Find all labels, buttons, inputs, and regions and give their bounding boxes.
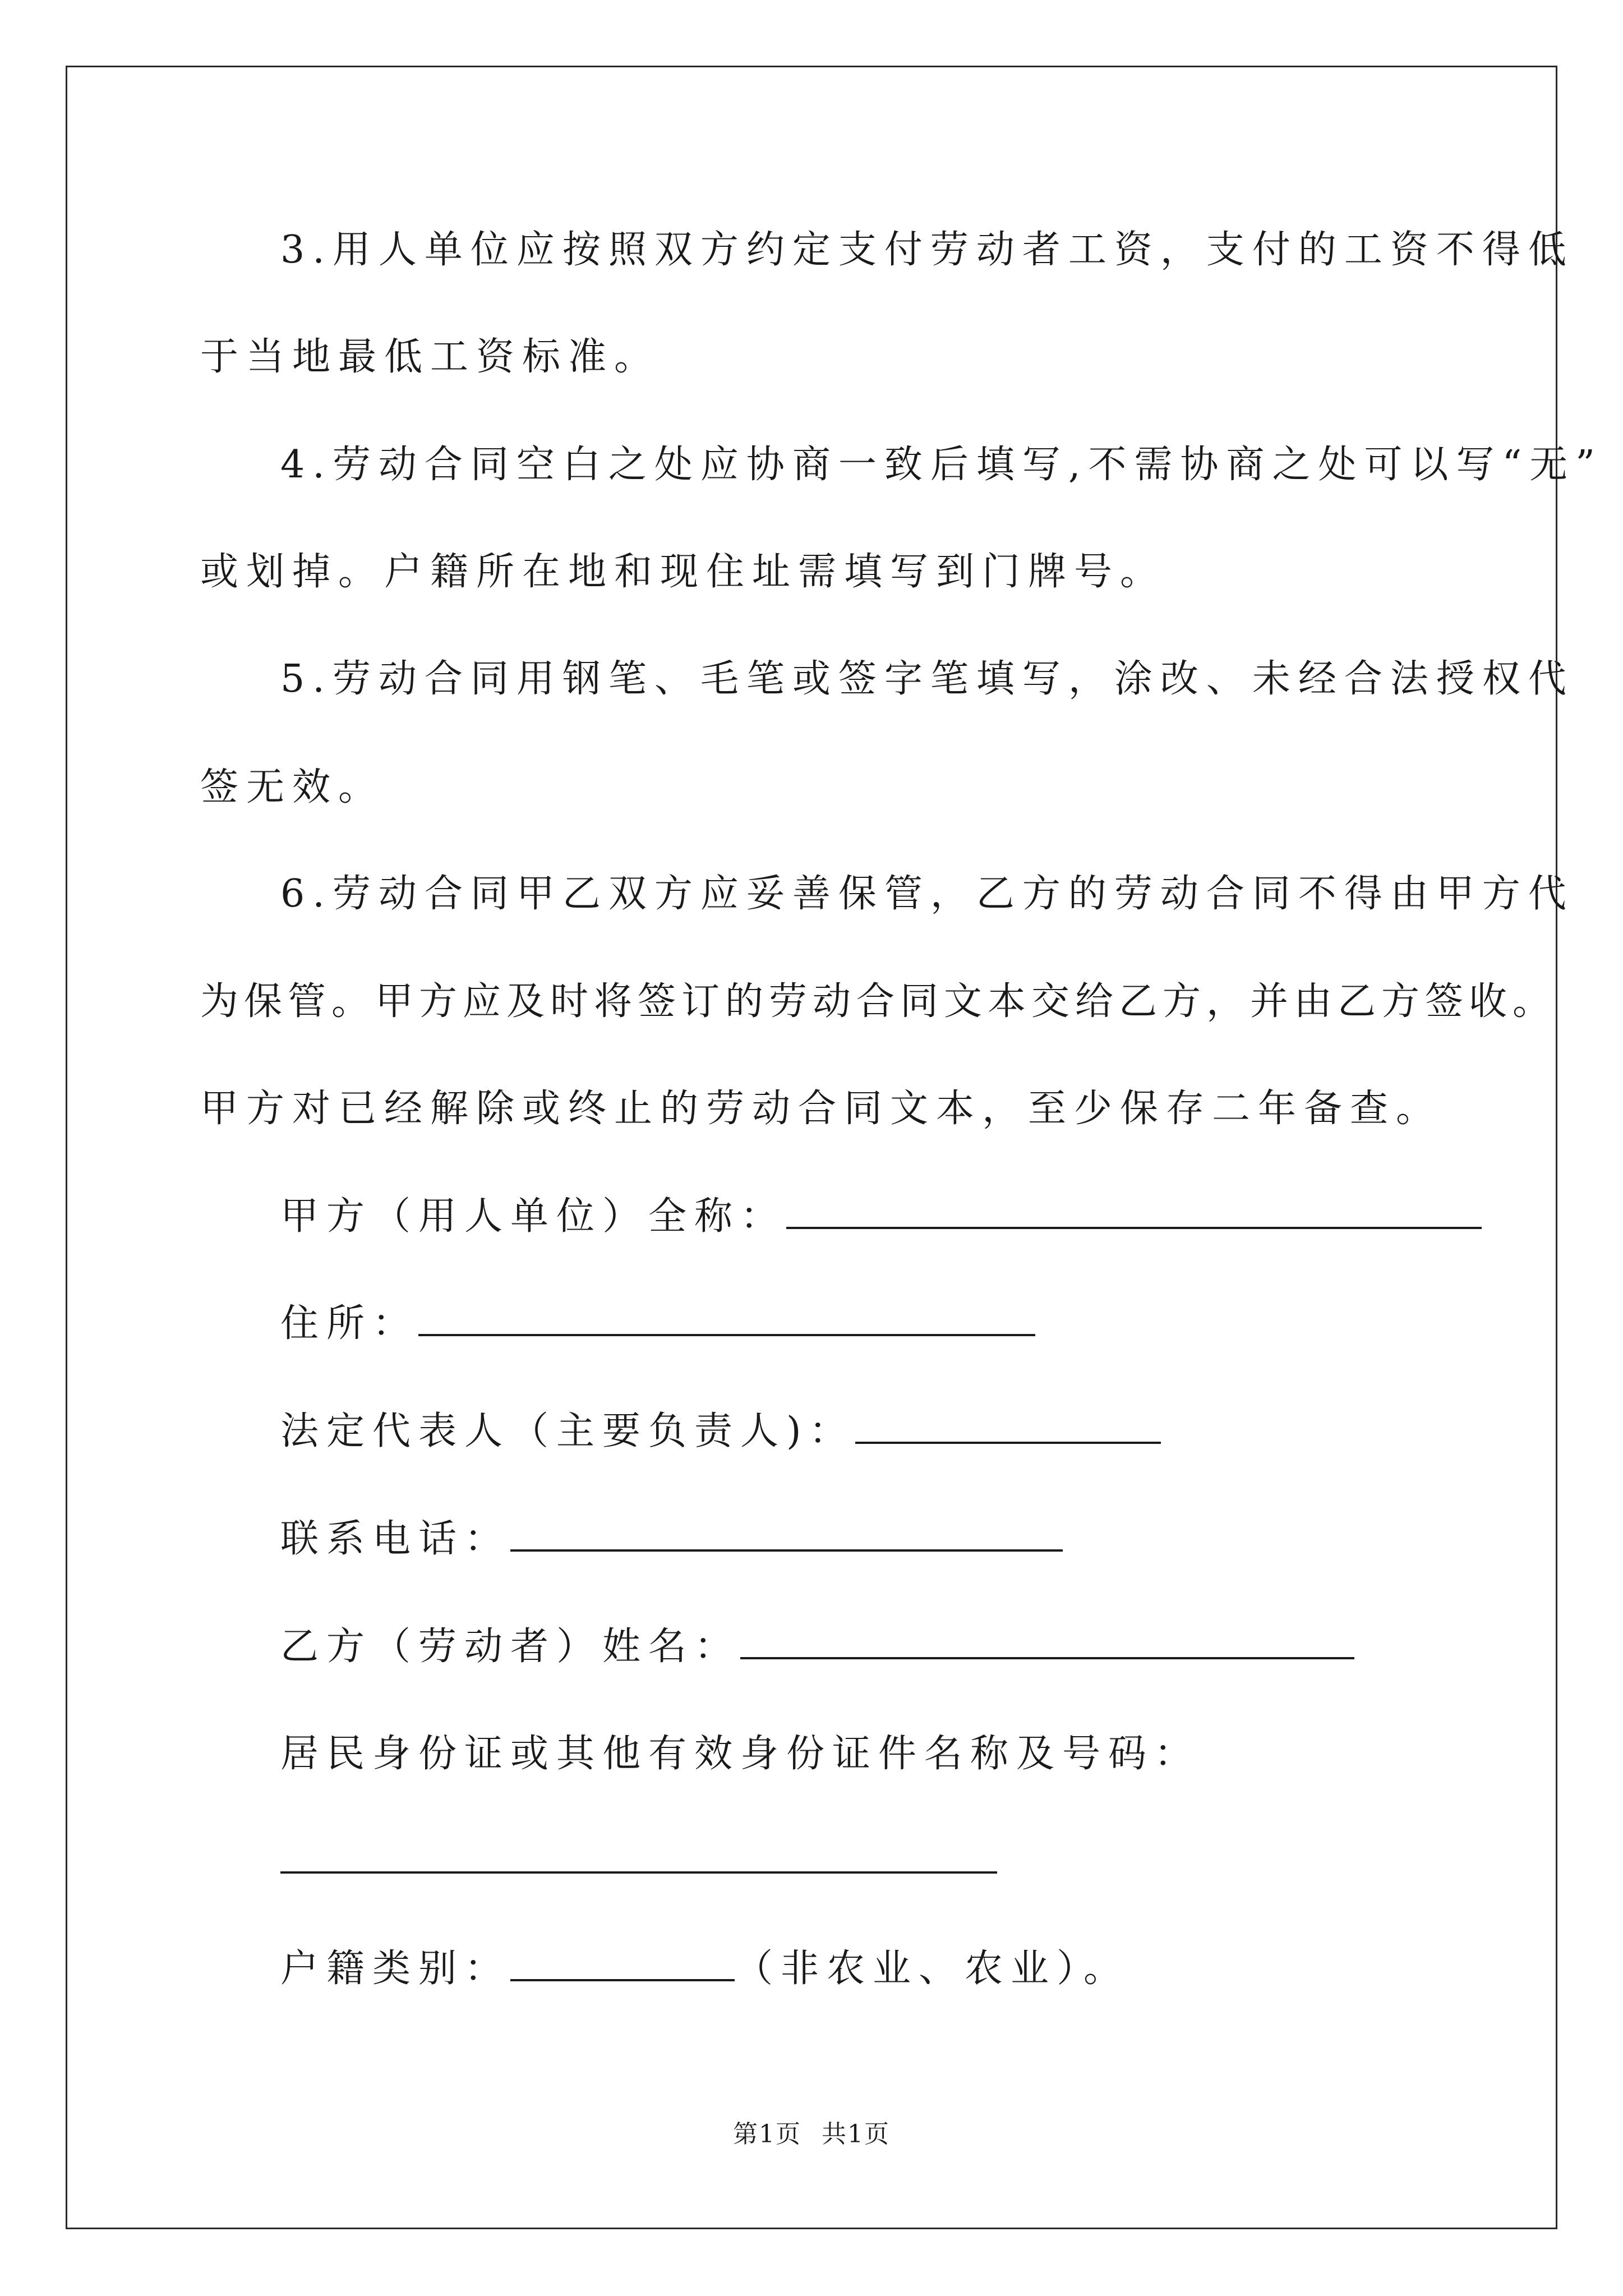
legal-rep-label: 法定代表人（主要负责人)： — [280, 1409, 855, 1453]
employer-name-blank[interactable] — [786, 1226, 1482, 1229]
employee-name-label: 乙方（劳动者）姓名： — [280, 1625, 741, 1669]
household-type-blank[interactable] — [510, 1978, 735, 1981]
household-type-field — [280, 1947, 1130, 1991]
id-label: 居民身份证或其他有效身份证件名称及号码： — [280, 1732, 1201, 1776]
paragraph-5-line-2: 签无效。 — [200, 765, 385, 809]
employer-name-field — [280, 1194, 1482, 1239]
page-current: 第1页 — [733, 2120, 801, 2148]
household-type-hint: （非农业、农业）。 — [735, 1947, 1130, 1991]
paragraph-4-line-2: 或划掉。户籍所在地和现住址需填写到门牌号。 — [200, 550, 1166, 594]
page-border — [66, 66, 1557, 2229]
address-field — [280, 1301, 1035, 1346]
address-blank[interactable] — [418, 1333, 1035, 1336]
paragraph-3-line-2: 于当地最低工资标准。 — [200, 335, 661, 379]
employee-name-blank[interactable] — [740, 1657, 1354, 1659]
employer-name-label: 甲方（用人单位）全称： — [280, 1194, 787, 1239]
legal-rep-blank[interactable] — [855, 1441, 1161, 1444]
page-total: 共1页 — [822, 2120, 890, 2148]
phone-label: 联系电话： — [280, 1517, 511, 1561]
address-label: 住所： — [280, 1301, 419, 1346]
paragraph-5-line-1: 5.劳动合同用钢笔、毛笔或签字笔填写，涂改、未经合法授权代 — [280, 657, 1574, 701]
paragraph-6-line-1: 6.劳动合同甲乙双方应妥善保管，乙方的劳动合同不得由甲方代 — [280, 872, 1574, 916]
paragraph-6-line-2: 为保管。甲方应及时将签订的劳动合同文本交给乙方，并由乙方签收。 — [200, 979, 1557, 1024]
id-blank[interactable] — [280, 1871, 997, 1874]
legal-rep-field — [280, 1409, 1161, 1453]
paragraph-4-line-1: 4.劳动合同空白之处应协商一致后填写,不需协商之处可以写“无” — [280, 443, 1603, 487]
phone-blank[interactable] — [510, 1549, 1063, 1552]
phone-field — [280, 1517, 1063, 1561]
page-footer — [0, 2114, 1623, 2150]
paragraph-6-line-3: 甲方对已经解除或终止的劳动合同文本，至少保存二年备查。 — [200, 1087, 1442, 1131]
household-type-label: 户籍类别： — [280, 1947, 511, 1991]
employee-name-field — [280, 1625, 1354, 1669]
paragraph-3-line-1: 3.用人单位应按照双方约定支付劳动者工资，支付的工资不得低 — [280, 228, 1574, 272]
